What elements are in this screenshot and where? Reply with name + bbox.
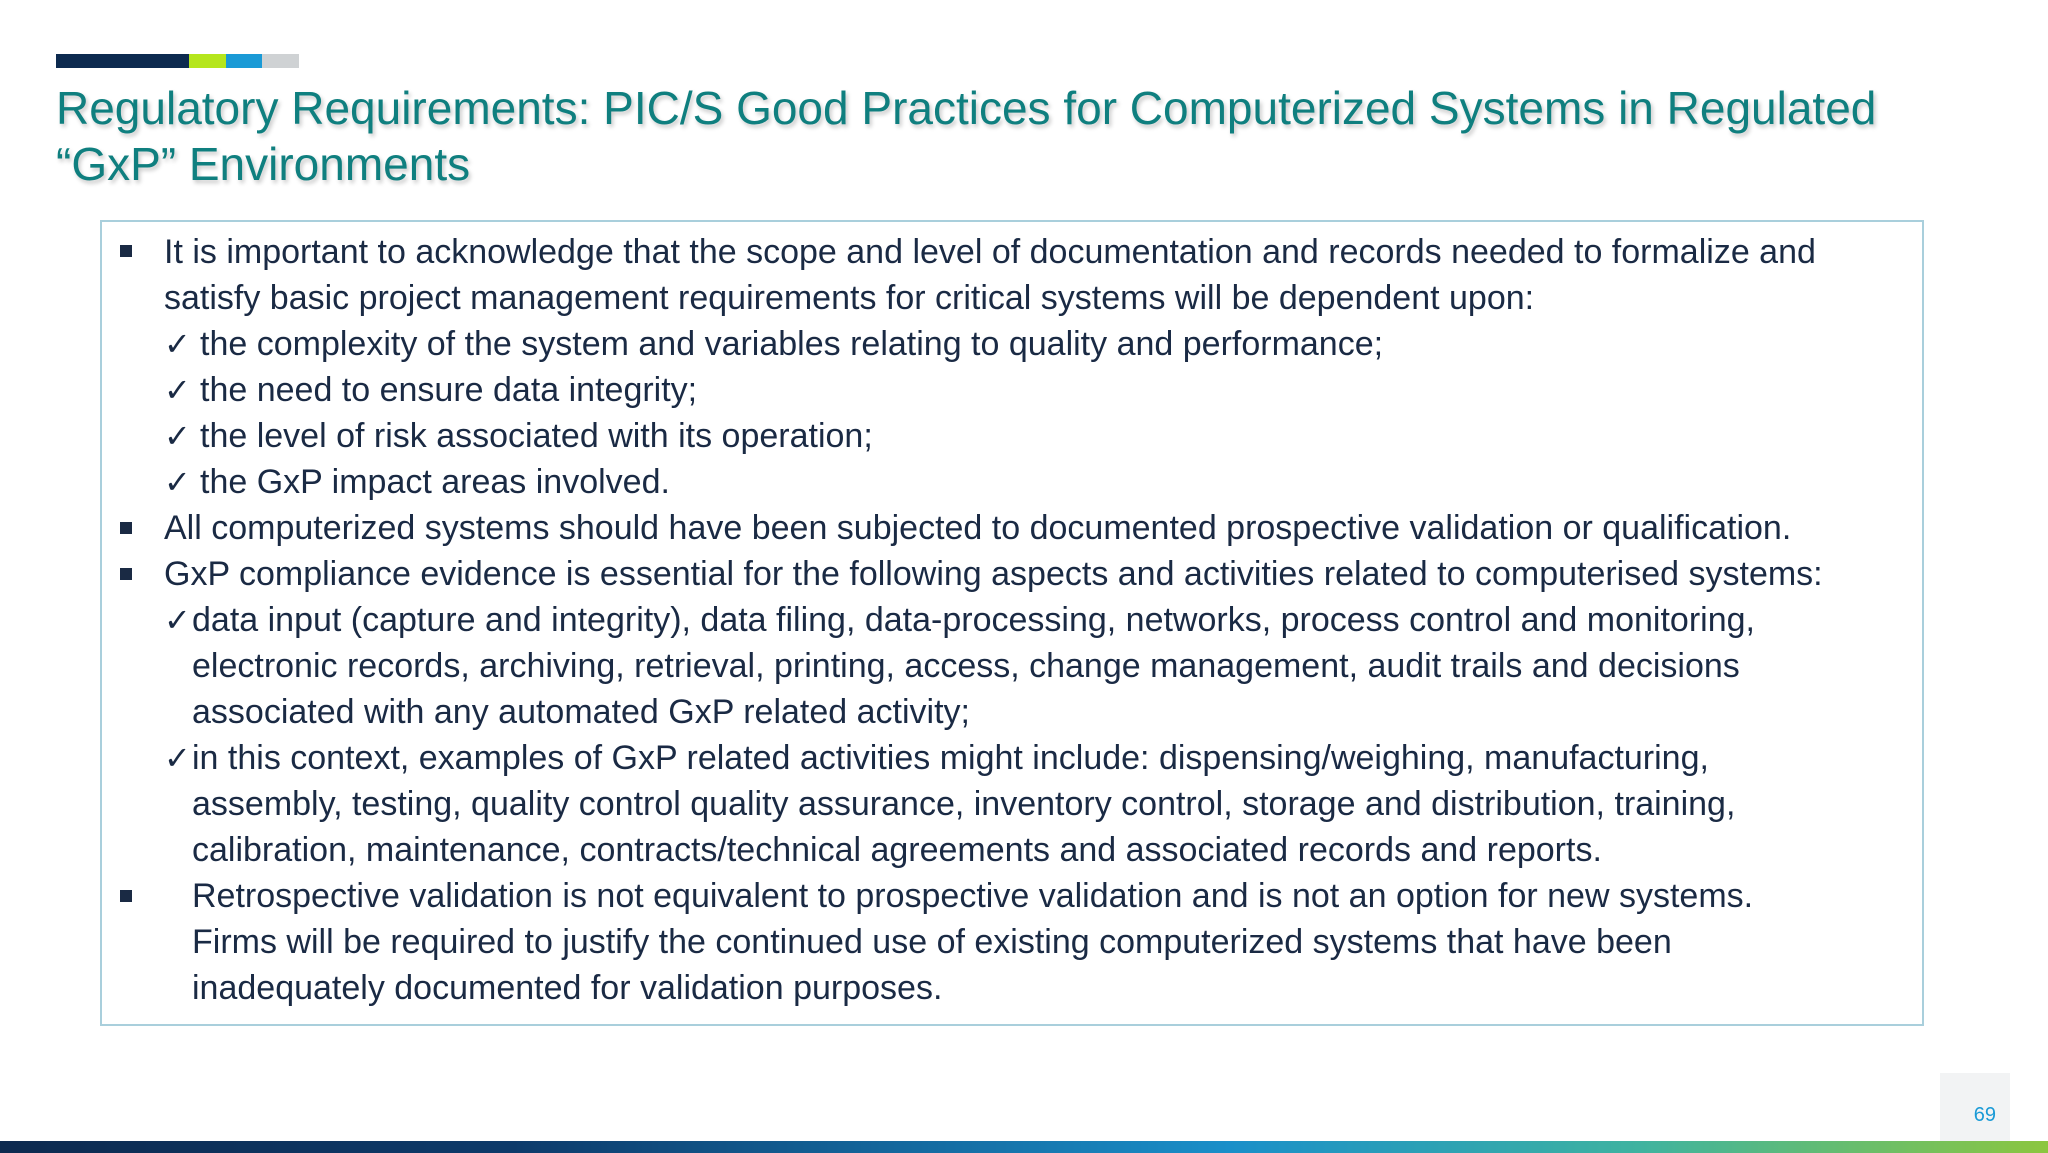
square-bullet-icon xyxy=(120,522,132,534)
check-item-5-line-1: data input (capture and integrity), data filing, data-processing, networks, process control and monitoring, xyxy=(192,601,1755,639)
accent-segment-navy xyxy=(56,54,189,68)
bullet-4-line-1: Retrospective validation is not equivalent to prospective validation and is not an option for new systems. xyxy=(192,877,1754,915)
check-item-4: the GxP impact areas involved. xyxy=(200,463,670,501)
bullet-2: All computerized systems should have been subjected to documented prospective validation or qualification. xyxy=(164,509,1792,547)
page-number: 69 xyxy=(1973,1104,1996,1126)
bullet-4-line-3: inadequately documented for validation purposes. xyxy=(192,969,943,1007)
checkmark-icon: ✓ xyxy=(164,602,191,638)
bullet-1-line-1: It is important to acknowledge that the scope and level of documentation and records needed to formalize and xyxy=(164,233,1816,271)
bullet-4-line-2: Firms will be required to justify the continued use of existing computerized systems that have been xyxy=(192,923,1672,961)
check-item-5-line-2: electronic records, archiving, retrieval, printing, access, change management, audit trails and decisions xyxy=(192,647,1740,685)
check-item-6-line-2: assembly, testing, quality control quality assurance, inventory control, storage and distribution, training, xyxy=(192,785,1736,823)
check-item-1: the complexity of the system and variables relating to quality and performance; xyxy=(200,325,1384,363)
title-accent-bar xyxy=(56,54,299,68)
check-item-2: the need to ensure data integrity; xyxy=(200,371,698,409)
check-item-6-line-1: in this context, examples of GxP related activities might include: dispensing/weighing, manufacturing, xyxy=(192,739,1709,777)
checkmark-icon: ✓ xyxy=(164,418,191,454)
checkmark-icon: ✓ xyxy=(164,464,191,500)
checkmark-icon: ✓ xyxy=(164,372,191,408)
check-item-3: the level of risk associated with its operation; xyxy=(200,417,873,455)
checkmark-icon: ✓ xyxy=(164,740,191,776)
square-bullet-icon xyxy=(120,245,132,257)
accent-segment-lime xyxy=(189,54,226,68)
accent-segment-grey xyxy=(262,54,299,68)
bullet-3: GxP compliance evidence is essential for the following aspects and activities related to computerised systems: xyxy=(164,555,1823,593)
square-bullet-icon xyxy=(120,890,132,902)
bullet-1-line-2: satisfy basic project management requirements for critical systems will be dependent upon: xyxy=(164,279,1535,317)
check-item-5-line-3: associated with any automated GxP related activity; xyxy=(192,693,970,731)
check-item-6-line-3: calibration, maintenance, contracts/technical agreements and associated records and reports. xyxy=(192,831,1602,869)
square-bullet-icon xyxy=(120,568,132,580)
footer-gradient-bar xyxy=(0,1141,2048,1153)
slide-title xyxy=(56,80,1956,192)
slide-title-line-1: Regulatory Requirements: PIC/S Good Practices for Computerized Systems in Regulated xyxy=(56,82,1877,134)
checkmark-icon: ✓ xyxy=(164,326,191,362)
slide-title-line-2: “GxP” Environments xyxy=(56,138,471,190)
accent-segment-blue xyxy=(226,54,262,68)
